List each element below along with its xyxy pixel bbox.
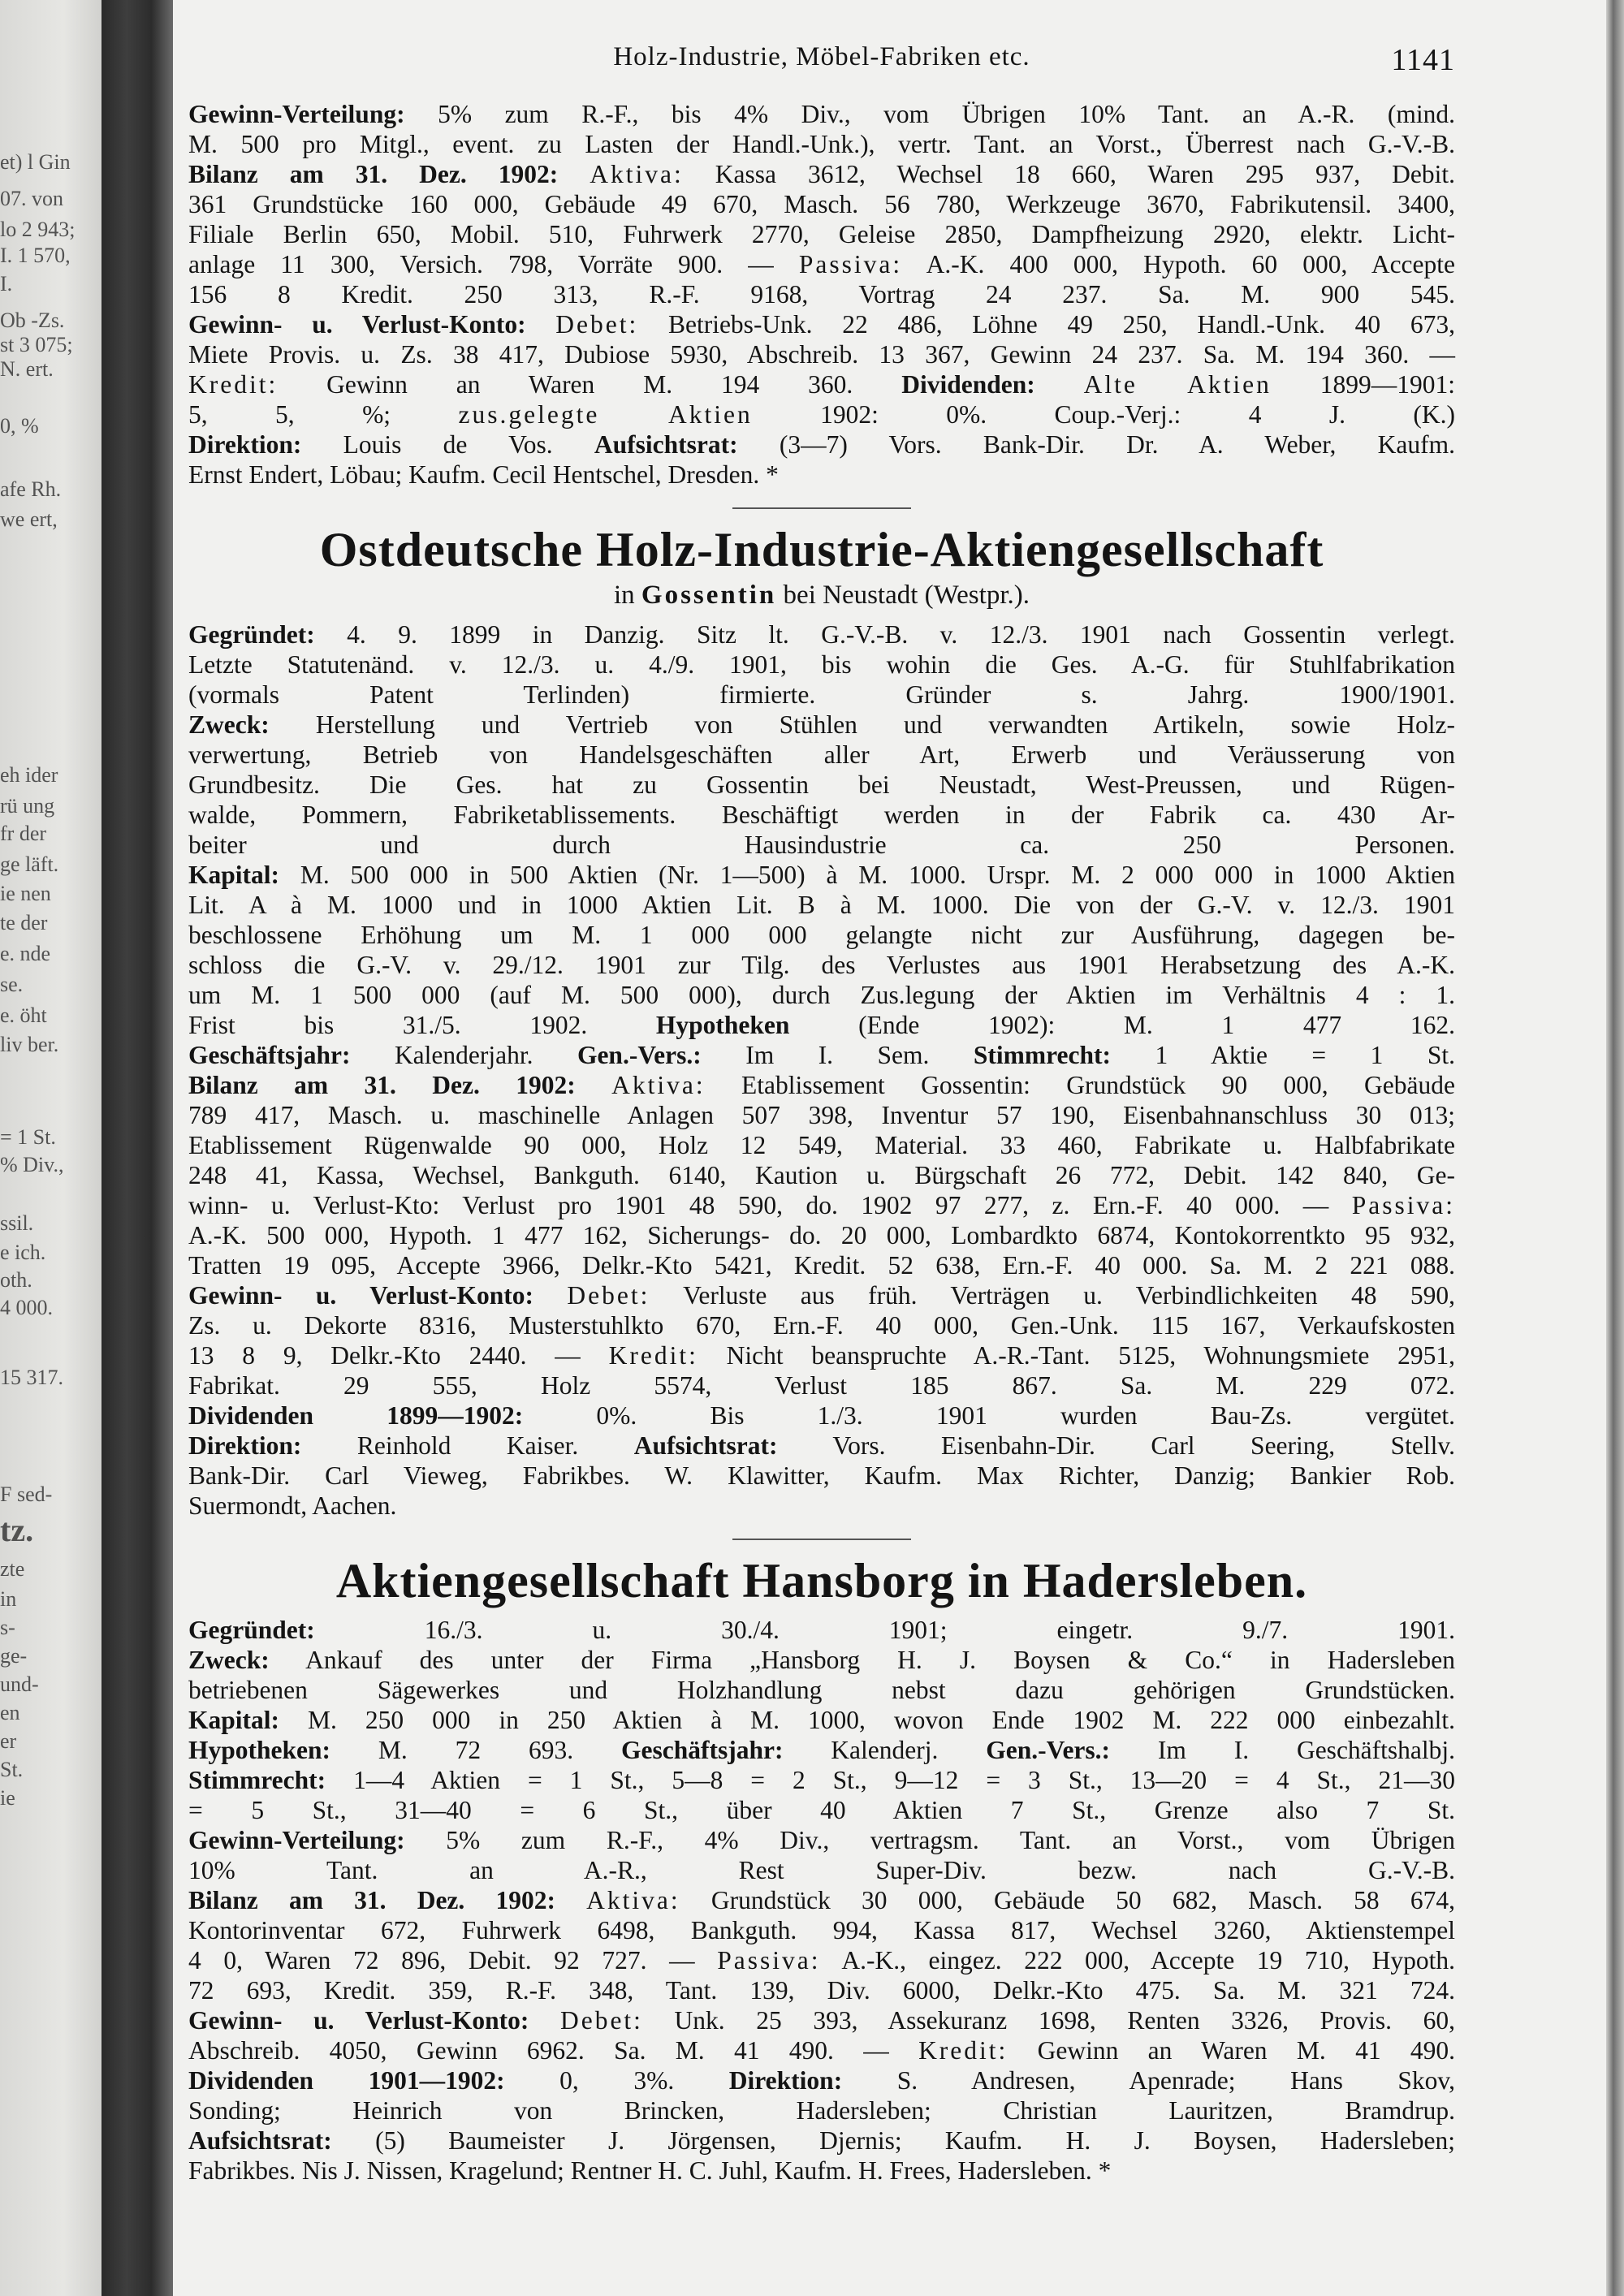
running-header bbox=[188, 42, 1455, 99]
text-line: Miete Provis. u. Zs. 38 417, Dubiose 5930, Abschreib. 13 367, Gewinn 24 237. Sa. M. 194 360. — bbox=[188, 340, 1455, 369]
text-line: 10% Tant. an A.-R., Rest Super-Div. bezw. nach G.-V.-B. bbox=[188, 1856, 1455, 1884]
margin-text-fragment: eh ider bbox=[0, 763, 58, 787]
margin-text-fragment: te der bbox=[0, 911, 48, 934]
page-edge bbox=[1606, 0, 1624, 2296]
text-line: Filiale Berlin 650, Mobil. 510, Fuhrwerk 2770, Geleise 2850, Dampfheizung 2920, elektr. Licht- bbox=[188, 220, 1455, 248]
margin-text-fragment: und- bbox=[0, 1672, 39, 1696]
text-line: Zweck: Herstellung und Vertrieb von Stühlen und verwandten Artikeln, sowie Holz- bbox=[188, 710, 1455, 739]
text-line: beschlossene Erhöhung um M. 1 000 000 gelangte nicht zur Ausführung, dagegen be- bbox=[188, 921, 1455, 949]
text-line: Fabrikbes. Nis J. Nissen, Kragelund; Rentner H. C. Juhl, Kaufm. H. Frees, Hadersleben. * bbox=[188, 2156, 1112, 2185]
text-line: 156 8 Kredit. 250 313, R.-F. 9168, Vortrag 24 237. Sa. M. 900 545. bbox=[188, 280, 1455, 309]
text-line: 72 693, Kredit. 359, R.-F. 348, Tant. 139, Div. 6000, Delkr.-Kto 475. Sa. M. 321 724. bbox=[188, 1976, 1455, 2005]
margin-text-fragment: en bbox=[0, 1701, 20, 1724]
text-line: Gegründet: 4. 9. 1899 in Danzig. Sitz lt. G.-V.-B. v. 12./3. 1901 nach Gossentin verlegt. bbox=[188, 620, 1455, 649]
margin-text-fragment: afe Rh. bbox=[0, 477, 62, 501]
location-prefix: in bbox=[614, 580, 635, 610]
text-line: Direktion: Reinhold Kaiser. Aufsichtsrat: Vors. Eisenbahn-Dir. Carl Seering, Stellv. bbox=[188, 1431, 1455, 1460]
text-line: 13 8 9, Delkr.-Kto 2440. — Kredit: Nicht beanspruchte A.-R.-Tant. 5125, Wohnungsmiete 2951, bbox=[188, 1341, 1455, 1370]
margin-text-fragment: s- bbox=[0, 1616, 15, 1639]
text-line: schloss die G.-V. v. 29./12. 1901 zur Tilg. des Verlustes aus 1901 Herabsetzung des A.-K. bbox=[188, 951, 1455, 979]
text-line: anlage 11 300, Versich. 798, Vorräte 900. — Passiva: A.-K. 400 000, Hypoth. 60 000, Accepte bbox=[188, 250, 1455, 278]
text-line: A.-K. 500 000, Hypoth. 1 477 162, Sicherungs- do. 20 000, Lombardkto 6874, Kontokorrentkto 95 932, bbox=[188, 1221, 1455, 1249]
margin-text-fragment: I. 1 570, bbox=[0, 244, 71, 267]
text-line: Hypotheken: M. 72 693. Geschäftsjahr: Kalenderj. Gen.-Vers.: Im I. Geschäftshalbj. bbox=[188, 1736, 1456, 1764]
margin-text-fragment: 07. von bbox=[0, 187, 63, 210]
text-line: Lit. A à M. 1000 und in 1000 Aktien Lit. B à M. 1000. Die von der G.-V. v. 12./3. 1901 bbox=[188, 891, 1455, 919]
margin-text-fragment: ssil. bbox=[0, 1211, 34, 1235]
text-line: Gewinn-Verteilung: 5% zum R.-F., 4% Div., vertragsm. Tant. an Vorst., vom Übrigen bbox=[188, 1826, 1455, 1854]
margin-text-fragment: in bbox=[0, 1587, 17, 1611]
section-previous-company bbox=[188, 99, 1455, 490]
margin-text-fragment: I. bbox=[0, 272, 13, 296]
text-line: Ernst Endert, Löbau; Kaufm. Cecil Hentschel, Dresden. * bbox=[188, 460, 779, 489]
text-line: 248 41, Kassa, Wechsel, Bankguth. 6140, Kaution u. Bürgschaft 26 772, Debit. 142 840, Ge- bbox=[188, 1161, 1455, 1189]
text-line: Etablissement Rügenwalde 90 000, Holz 12 549, Material. 33 460, Fabrikate u. Halbfabrikate bbox=[188, 1131, 1455, 1159]
margin-text-fragment: rü ung bbox=[0, 794, 55, 818]
text-line: winn- u. Verlust-Kto: Verlust pro 1901 48 590, do. 1902 97 277, z. Ern.-F. 40 000. — Passiva: bbox=[188, 1191, 1455, 1219]
text-line: Suermondt, Aachen. bbox=[188, 1491, 397, 1520]
text-line: Grundbesitz. Die Ges. hat zu Gossentin bei Neustadt, West-Preussen, und Rügen- bbox=[188, 770, 1455, 799]
text-line: 5, 5, %; zus.gelegte Aktien 1902: 0%. Coup.-Verj.: 4 J. (K.) bbox=[188, 400, 1455, 429]
text-line: Bank-Dir. Carl Vieweg, Fabrikbes. W. Klawitter, Kaufm. Max Richter, Danzig; Bankier Rob. bbox=[188, 1461, 1455, 1490]
margin-text-fragment: ge läft. bbox=[0, 852, 59, 876]
document-page bbox=[188, 42, 1455, 2267]
location-place: Gossentin bbox=[641, 580, 777, 610]
company-title: Ostdeutsche Holz-Industrie-Aktiengesellschaft bbox=[319, 523, 1324, 576]
margin-text-fragment: Ob -Zs. bbox=[0, 309, 65, 332]
margin-text-fragment: e ich. bbox=[0, 1241, 46, 1264]
margin-text-fragment: se. bbox=[0, 973, 24, 996]
text-line: Kapital: M. 250 000 in 250 Aktien à M. 1000, wovon Ende 1902 M. 222 000 einbezahlt. bbox=[188, 1706, 1455, 1734]
text-line: Zweck: Ankauf des unter der Firma „Hansborg H. J. Boysen & Co.“ in Hadersleben bbox=[188, 1646, 1455, 1674]
company-location bbox=[188, 579, 1455, 611]
text-line: Aufsichtsrat: (5) Baumeister J. Jörgensen, Djernis; Kaufm. H. J. Boysen, Hadersleben; bbox=[188, 2126, 1455, 2155]
margin-text-fragment: lo 2 943; bbox=[0, 218, 76, 241]
text-line: Kapital: M. 500 000 in 500 Aktien (Nr. 1—500) à M. 1000. Urspr. M. 2 000 000 in 1000 Aktien bbox=[188, 861, 1455, 889]
text-line: Abschreib. 4050, Gewinn 6962. Sa. M. 41 490. — Kredit: Gewinn an Waren M. 41 490. bbox=[188, 2036, 1456, 2065]
margin-text-fragment: 15 317. bbox=[0, 1366, 63, 1389]
margin-text-fragment: ge- bbox=[0, 1644, 28, 1668]
text-line: Dividenden 1899—1902: 0%. Bis 1./3. 1901 wurden Bau-Zs. vergütet. bbox=[188, 1401, 1455, 1430]
section-divider bbox=[732, 1539, 911, 1540]
margin-text-fragment: St. bbox=[0, 1758, 24, 1781]
margin-text-fragment: liv ber. bbox=[0, 1033, 59, 1056]
margin-text-fragment: et) l Gin bbox=[0, 150, 71, 174]
text-line: Kredit: Gewinn an Waren M. 194 360. Dividenden: Alte Aktien 1899—1901: bbox=[188, 370, 1455, 399]
text-line: 361 Grundstücke 160 000, Gebäude 49 670, Masch. 56 780, Werkzeuge 3670, Fabrikutensil. 3400, bbox=[188, 190, 1455, 218]
text-line: Bilanz am 31. Dez. 1902: Aktiva: Grundstück 30 000, Gebäude 50 682, Masch. 58 674, bbox=[188, 1886, 1455, 1914]
text-line: um M. 1 500 000 (auf M. 500 000), durch Zus.legung der Aktien im Verhältnis 4 : 1. bbox=[188, 981, 1455, 1009]
section-hansborg bbox=[188, 1615, 1455, 2186]
margin-text-fragment: er bbox=[0, 1729, 17, 1753]
margin-text-fragment: tz. bbox=[0, 1518, 34, 1543]
text-line: Gewinn- u. Verlust-Konto: Debet: Verluste aus früh. Verträgen u. Verbindlichkeiten 48 590, bbox=[188, 1281, 1455, 1310]
margin-text-fragment: fr der bbox=[0, 822, 47, 845]
adjacent-page-fragment bbox=[0, 0, 106, 2296]
text-line: Geschäftsjahr: Kalenderjahr. Gen.-Vers.: Im I. Sem. Stimmrecht: 1 Aktie = 1 St. bbox=[188, 1041, 1455, 1069]
margin-text-fragment: ie nen bbox=[0, 882, 51, 905]
text-line: Gewinn-Verteilung: 5% zum R.-F., bis 4% Div., vom Übrigen 10% Tant. an A.-R. (mind. bbox=[188, 100, 1455, 128]
text-line: Gegründet: 16./3. u. 30./4. 1901; eingetr. 9./7. 1901. bbox=[188, 1616, 1455, 1644]
text-line: 789 417, Masch. u. maschinelle Anlagen 507 398, Inventur 57 190, Eisenbahnanschluss 30 013; bbox=[188, 1101, 1455, 1129]
margin-text-fragment: ie bbox=[0, 1786, 15, 1810]
text-line: Stimmrecht: 1—4 Aktien = 1 St., 5—8 = 2 St., 9—12 = 3 St., 13—20 = 4 St., 21—30 bbox=[188, 1766, 1455, 1794]
book-gutter bbox=[102, 0, 173, 2296]
margin-text-fragment: zte bbox=[0, 1557, 25, 1581]
page-number: 1141 bbox=[1391, 43, 1455, 77]
location-suffix: bei Neustadt (Westpr.). bbox=[783, 580, 1030, 610]
text-line: verwertung, Betrieb von Handelsgeschäften aller Art, Erwerb und Veräusserung von bbox=[188, 740, 1455, 769]
text-line: Zs. u. Dekorte 8316, Musterstuhlkto 670, Ern.-F. 40 000, Gen.-Unk. 115 167, Verkaufskosten bbox=[188, 1311, 1455, 1340]
text-line: Gewinn- u. Verlust-Konto: Debet: Unk. 25 393, Assekuranz 1698, Renten 3326, Provis. 60, bbox=[188, 2006, 1456, 2035]
margin-text-fragment: st 3 075; bbox=[0, 333, 73, 356]
text-line: (vormals Patent Terlinden) firmierte. Gründer s. Jahrg. 1900/1901. bbox=[188, 680, 1455, 709]
margin-text-fragment: we ert, bbox=[0, 507, 58, 531]
text-line: Sonding; Heinrich von Brincken, Hadersleben; Christian Lauritzen, Bramdrup. bbox=[188, 2096, 1455, 2125]
running-title: Holz-Industrie, Möbel-Fabriken etc. bbox=[613, 42, 1030, 71]
text-line: Tratten 19 095, Accepte 3966, Delkr.-Kto 5421, Kredit. 52 638, Ern.-F. 40 000. Sa. M. 2 221 088. bbox=[188, 1251, 1455, 1280]
text-line: beiter und durch Hausindustrie ca. 250 Personen. bbox=[188, 831, 1455, 859]
text-line: walde, Pommern, Fabriketablissements. Beschäftigt werden in der Fabrik ca. 430 Ar- bbox=[188, 801, 1455, 829]
margin-text-fragment: F sed- bbox=[0, 1482, 53, 1506]
company-title: Aktiengesellschaft Hansborg in Hadersleben. bbox=[335, 1554, 1308, 1608]
text-line: Frist bis 31./5. 1902. Hypotheken (Ende 1902): M. 1 477 162. bbox=[188, 1011, 1455, 1039]
margin-text-fragment: e. nde bbox=[0, 942, 51, 965]
text-line: Bilanz am 31. Dez. 1902: Aktiva: Kassa 3612, Wechsel 18 660, Waren 295 937, Debit. bbox=[188, 160, 1455, 188]
text-line: Kontorinventar 672, Fuhrwerk 6498, Bankguth. 994, Kassa 817, Wechsel 3260, Aktienstempel bbox=[188, 1916, 1455, 1944]
text-line: Direktion: Louis de Vos. Aufsichtsrat: (3—7) Vors. Bank-Dir. Dr. A. Weber, Kaufm. bbox=[188, 430, 1455, 459]
text-line: Gewinn- u. Verlust-Konto: Debet: Betriebs-Unk. 22 486, Löhne 49 250, Handl.-Unk. 40 673, bbox=[188, 310, 1456, 339]
text-line: 4 0, Waren 72 896, Debit. 92 727. — Passiva: A.-K., eingez. 222 000, Accepte 19 710, Hypoth. bbox=[188, 1946, 1455, 1974]
text-line: Dividenden 1901—1902: 0, 3%. Direktion: S. Andresen, Apenrade; Hans Skov, bbox=[188, 2066, 1455, 2095]
text-line: Letzte Statutenänd. v. 12./3. u. 4./9. 1901, bis wohin die Ges. A.-G. für Stuhlfabrikation bbox=[188, 650, 1455, 679]
text-line: betriebenen Sägewerkes und Holzhandlung nebst dazu gehörigen Grundstücken. bbox=[188, 1676, 1455, 1704]
margin-text-fragment: oth. bbox=[0, 1268, 32, 1292]
text-line: = 5 St., 31—40 = 6 St., über 40 Aktien 7 St., Grenze also 7 St. bbox=[188, 1796, 1455, 1824]
section-ostdeutsche bbox=[188, 619, 1455, 1521]
margin-text-fragment: N. ert. bbox=[0, 357, 54, 381]
section-divider bbox=[732, 507, 911, 509]
margin-text-fragment: 0, % bbox=[0, 414, 39, 438]
margin-text-fragment: % Div., bbox=[0, 1153, 64, 1176]
margin-text-fragment: 4 000. bbox=[0, 1296, 53, 1319]
text-line: Fabrikat. 29 555, Holz 5574, Verlust 185 867. Sa. M. 229 072. bbox=[188, 1371, 1455, 1400]
text-line: Bilanz am 31. Dez. 1902: Aktiva: Etablissement Gossentin: Grundstück 90 000, Gebäude bbox=[188, 1071, 1455, 1099]
margin-text-fragment: = 1 St. bbox=[0, 1125, 56, 1149]
margin-text-fragment: e. öht bbox=[0, 1003, 47, 1027]
text-line: M. 500 pro Mitgl., event. zu Lasten der Handl.-Unk.), vertr. Tant. an Vorst., Überrest nach G.-V.-B. bbox=[188, 130, 1455, 158]
